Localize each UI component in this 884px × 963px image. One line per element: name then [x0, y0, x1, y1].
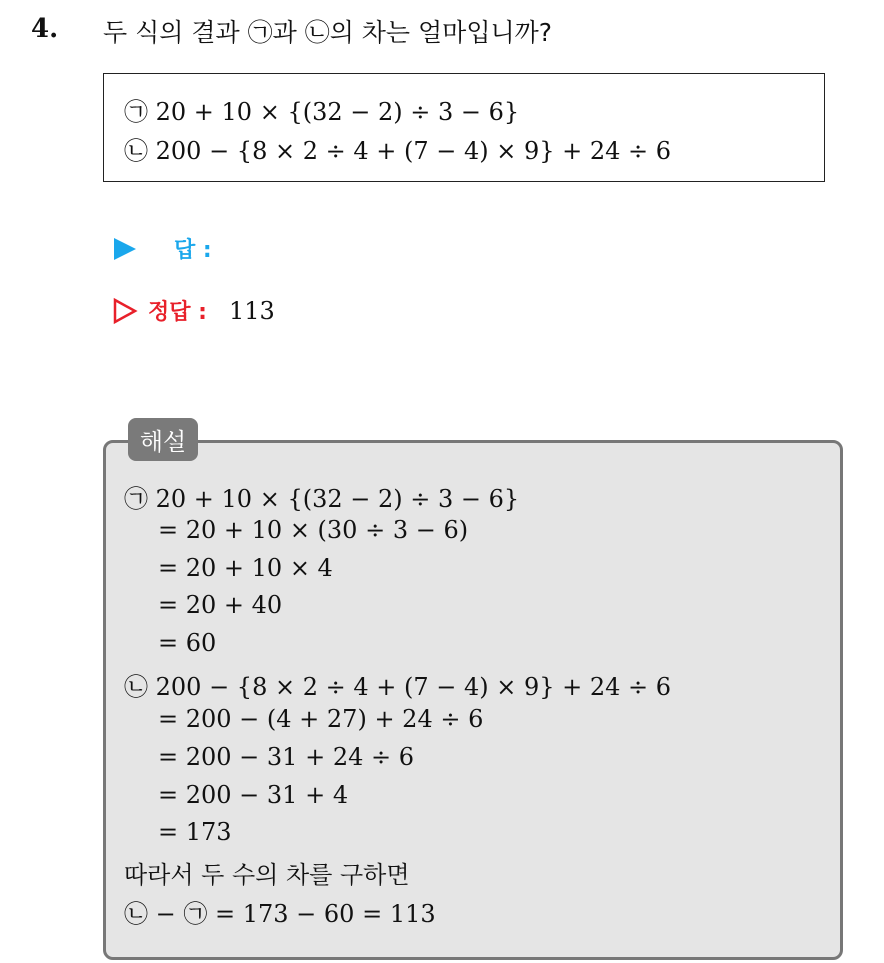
solution-line: ㉡ 200 − {8 × 2 ÷ 4 + (7 − 4) × 9} + 24 ÷ 6 — [124, 673, 672, 701]
solution-line: = 200 − (4 + 27) + 24 ÷ 6 — [158, 705, 484, 733]
solution-line: 따라서 두 수의 차를 구하면 — [124, 861, 410, 889]
solution-line: = 200 − 31 + 4 — [158, 781, 349, 809]
expression-a: ㉠ 20 + 10 × {(32 − 2) ÷ 3 − 6} — [124, 98, 520, 126]
correct-answer-value: 113 — [228, 296, 275, 325]
solution-tag: 해설 — [128, 418, 198, 461]
solution-line: = 60 — [158, 629, 217, 657]
answer-row — [112, 233, 212, 264]
solution-line: = 173 — [158, 818, 232, 846]
solution-line: = 20 + 10 × (30 ÷ 3 − 6) — [158, 516, 469, 544]
solution-line: ㉠ 20 + 10 × {(32 − 2) ÷ 3 − 6} — [124, 485, 520, 513]
play-outline-icon — [112, 297, 138, 325]
solution-line: = 20 + 40 — [158, 591, 283, 619]
expression-b: ㉡ 200 − {8 × 2 ÷ 4 + (7 − 4) × 9} + 24 ÷ 6 — [124, 137, 672, 165]
solution-line: = 20 + 10 × 4 — [158, 554, 333, 582]
question-number: 4. — [31, 14, 59, 44]
solution-line: ㉡ − ㉠ = 173 − 60 = 113 — [124, 900, 436, 928]
play-filled-icon — [112, 236, 138, 262]
question-text: 두 식의 결과 ㉠과 ㉡의 차는 얼마입니까? — [103, 18, 553, 47]
correct-answer-label: 정답 : — [148, 300, 207, 325]
answer-label: 답 : — [174, 238, 212, 263]
expression-box — [103, 73, 825, 182]
correct-answer-row — [112, 295, 275, 326]
solution-line: = 200 − 31 + 24 ÷ 6 — [158, 743, 414, 771]
